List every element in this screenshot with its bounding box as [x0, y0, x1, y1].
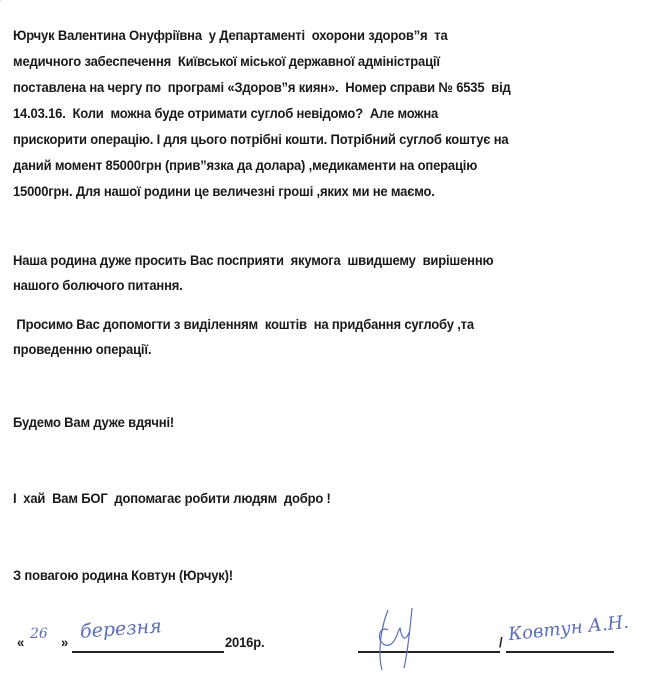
date-open-quote: « — [17, 634, 25, 650]
paragraph1-line: даний момент 85000грн (прив”язка да долара) ,медикаменти на операцію — [13, 157, 478, 173]
date-close-quote: » — [61, 634, 69, 650]
closing-line: З повагою родина Ковтун (Юрчук)! — [13, 567, 233, 583]
signature-separator: / — [499, 634, 503, 650]
name-underline — [506, 651, 614, 653]
signature-handwritten-name: Ковтун А.Н. — [507, 611, 630, 646]
thanks-line: Будемо Вам дуже вдячні! — [13, 414, 175, 430]
paragraph1-line: 14.03.16. Коли можна буде отримати суглоб невідомо? Але можна — [13, 105, 439, 121]
scan-corner-mark — [0, 0, 8, 15]
paragraph3-line: Просимо Вас допомогти з виділенням коштів на придбання суглобу ,та — [13, 316, 474, 332]
paragraph2-line: Наша родина дуже просить Вас посприяти якумога швидшему вирішенню — [13, 252, 494, 268]
signature-scribble-icon — [360, 600, 430, 680]
month-underline — [72, 651, 224, 653]
paragraph2-line: нашого болючого питання. — [13, 277, 183, 293]
paragraph1-line: Юрчук Валентина Онуфріївна у Департаменті охорони здоров”я та — [13, 27, 448, 43]
paragraph1-line: медичного забеспечення Київської міської державної адміністрації — [13, 53, 440, 69]
paragraph1-line: поставлена на чергу по програмі «Здоров”я киян». Номер справи № 6535 від — [13, 79, 511, 95]
date-year: 2016р. — [225, 634, 265, 650]
date-day-handwritten: 26 — [30, 626, 48, 642]
paragraph1-line: прискорити операцію. І для цього потрібні кошти. Потрібний суглоб коштує на — [13, 131, 509, 147]
blessing-line: І хай Вам БОГ допомагає робити людям добро ! — [13, 490, 331, 506]
paragraph3-line: проведенню операції. — [13, 341, 152, 357]
date-month-handwritten: березня — [79, 615, 163, 643]
paragraph1-line: 15000грн. Для нашої родини це величезні гроші ,яких ми не маємо. — [13, 183, 435, 199]
